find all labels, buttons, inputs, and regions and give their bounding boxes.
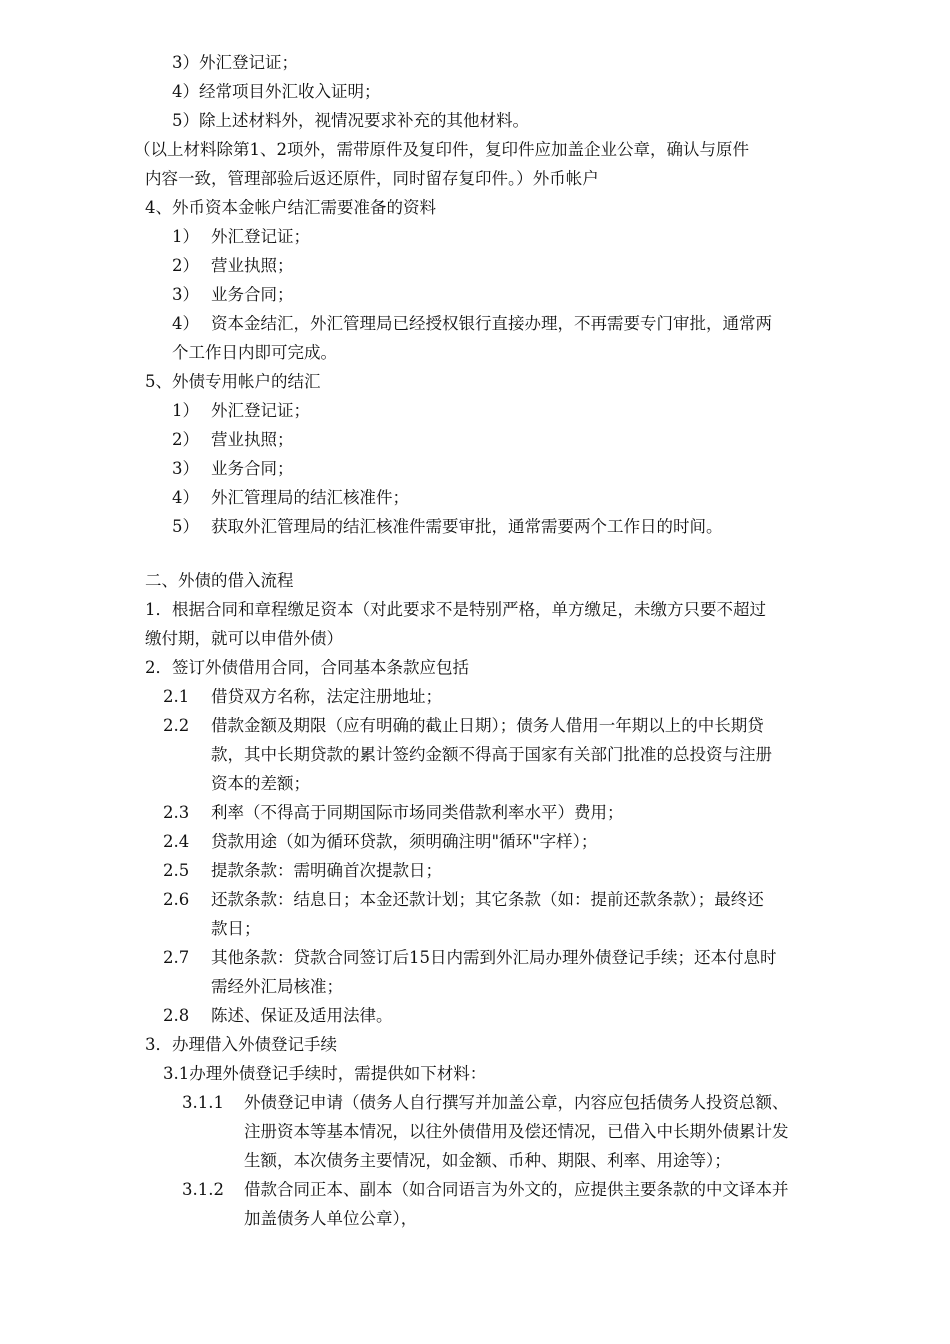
item-number: 2） bbox=[172, 430, 199, 449]
note-paragraph-line: （以上材料除第1、2项外，需带原件及复印件，复印件应加盖企业公章，确认与原件 bbox=[134, 140, 749, 159]
list-item: 5）除上述材料外，视情况要求补充的其他材料。 bbox=[172, 111, 529, 130]
clause-number: 3.1.2 bbox=[182, 1180, 224, 1199]
clause-text: 款，其中长期贷款的累计签约金额不得高于国家有关部门批准的总投资与注册 bbox=[211, 745, 772, 764]
item-number: 2） bbox=[172, 256, 199, 275]
item-number: 4） bbox=[172, 314, 199, 333]
item-text: 营业执照； bbox=[211, 256, 294, 275]
step-line: 缴付期，就可以申借外债） bbox=[145, 629, 343, 648]
clause-number: 2.3 bbox=[163, 803, 190, 822]
step-line: 1．根据合同和章程缴足资本（对此要求不是特别严格，单方缴足，未缴方只要不超过 bbox=[145, 600, 766, 619]
list-item: 4）经常项目外汇收入证明； bbox=[172, 82, 381, 101]
item-text: 业务合同； bbox=[211, 459, 294, 478]
clause-number: 2.6 bbox=[163, 890, 190, 909]
item-text: 业务合同； bbox=[211, 285, 294, 304]
clause-text: 外债登记申请（债务人自行撰写并加盖公章，内容应包括债务人投资总额、 bbox=[244, 1093, 789, 1112]
item-text: 外汇登记证； bbox=[211, 401, 310, 420]
clause-number: 2.8 bbox=[163, 1006, 190, 1025]
item-text: 营业执照； bbox=[211, 430, 294, 449]
sub-heading: 3.1办理外债登记手续时，需提供如下材料： bbox=[163, 1064, 487, 1083]
clause-text: 生额，本次债务主要情况，如金额、币种、期限、利率、用途等）； bbox=[244, 1151, 731, 1170]
clause-text: 提款条款：需明确首次提款日； bbox=[211, 861, 442, 880]
item-number: 4） bbox=[172, 488, 199, 507]
step-heading: 3．办理借入外债登记手续 bbox=[145, 1035, 337, 1054]
clause-text: 需经外汇局核准； bbox=[211, 977, 343, 996]
clause-text: 还款条款：结息日；本金还款计划；其它条款（如：提前还款条款）；最终还 bbox=[211, 890, 764, 909]
step-heading: 2．签订外债借用合同，合同基本条款应包括 bbox=[145, 658, 469, 677]
clause-text: 借贷双方名称，法定注册地址； bbox=[211, 687, 442, 706]
item-text: 外汇管理局的结汇核准件； bbox=[211, 488, 409, 507]
item-text: 获取外汇管理局的结汇核准件需要审批，通常需要两个工作日的时间。 bbox=[211, 517, 723, 536]
clause-number: 3.1.1 bbox=[182, 1093, 224, 1112]
item-text: 资本金结汇，外汇管理局已经授权银行直接办理，不再需要专门审批，通常两 bbox=[211, 314, 772, 333]
item-number: 1） bbox=[172, 401, 199, 420]
section-heading: 5、外债专用帐户的结汇 bbox=[145, 372, 321, 391]
item-text: 外汇登记证； bbox=[211, 227, 310, 246]
note-paragraph-line: 内容一致，管理部验后返还原件，同时留存复印件。）外币帐户 bbox=[145, 169, 599, 188]
clause-text: 利率（不得高于同期国际市场同类借款利率水平）费用； bbox=[211, 803, 624, 822]
item-number: 5） bbox=[172, 517, 199, 536]
clause-text: 贷款用途（如为循环贷款，须明确注明"循环"字样）； bbox=[211, 832, 598, 851]
part-heading: 二、外债的借入流程 bbox=[145, 571, 294, 590]
clause-number: 2.5 bbox=[163, 861, 190, 880]
clause-text: 加盖债务人单位公章）， bbox=[244, 1209, 418, 1228]
item-number: 3） bbox=[172, 285, 199, 304]
clause-text: 款日； bbox=[211, 919, 261, 938]
list-item: 3）外汇登记证； bbox=[172, 53, 298, 72]
clause-text: 其他条款：贷款合同签订后15日内需到外汇局办理外债登记手续；还本付息时 bbox=[211, 948, 777, 967]
item-number: 3） bbox=[172, 459, 199, 478]
clause-text: 注册资本等基本情况，以往外债借用及偿还情况，已借入中长期外债累计发 bbox=[244, 1122, 789, 1141]
section-heading: 4、外币资本金帐户结汇需要准备的资料 bbox=[145, 198, 436, 217]
clause-number: 2.7 bbox=[163, 948, 190, 967]
clause-text: 资本的差额； bbox=[211, 774, 310, 793]
clause-text: 借款合同正本、副本（如合同语言为外文的，应提供主要条款的中文译本并 bbox=[244, 1180, 789, 1199]
clause-number: 2.2 bbox=[163, 716, 190, 735]
clause-number: 2.1 bbox=[163, 687, 190, 706]
clause-text: 借款金额及期限（应有明确的截止日期）；债务人借用一年期以上的中长期贷 bbox=[211, 716, 764, 735]
item-text-continued: 个工作日内即可完成。 bbox=[172, 343, 337, 362]
item-number: 1） bbox=[172, 227, 199, 246]
clause-number: 2.4 bbox=[163, 832, 190, 851]
clause-text: 陈述、保证及适用法律。 bbox=[211, 1006, 393, 1025]
